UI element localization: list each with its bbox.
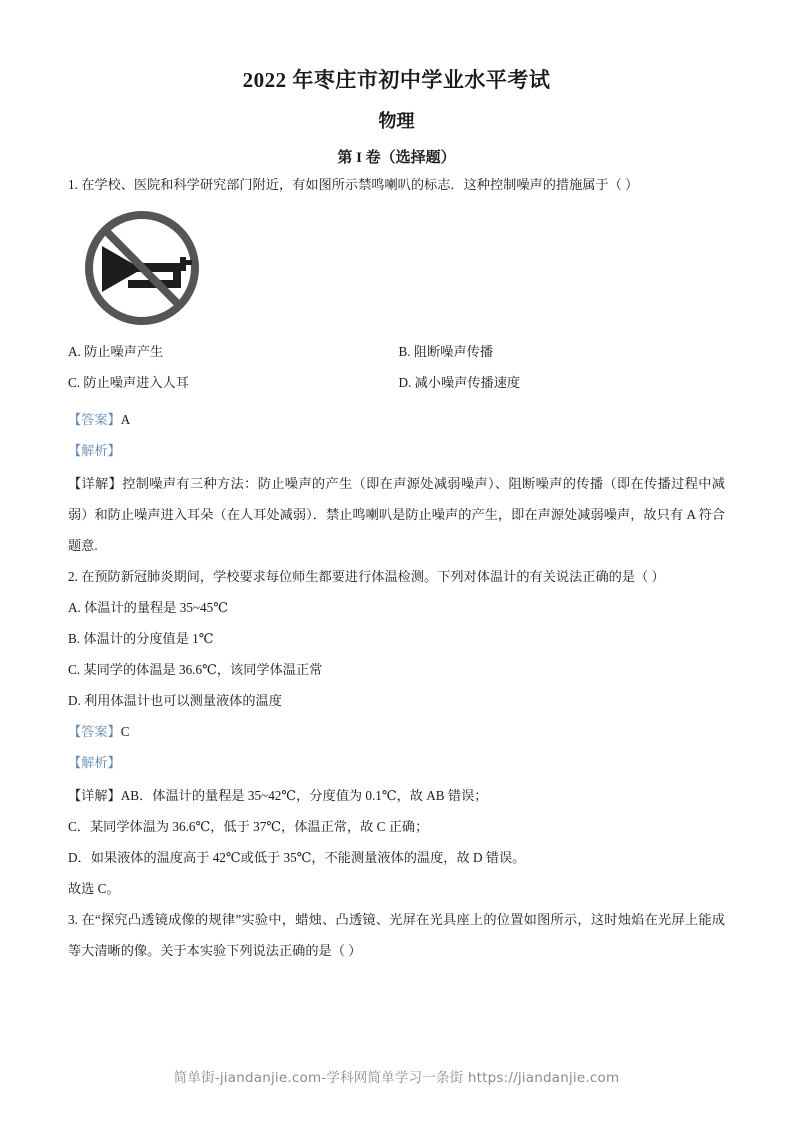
question-1-answer	[68, 404, 725, 435]
question-2-stem: 2. 在预防新冠肺炎期间，学校要求每位师生都要进行体温检测。下列对体温计的有关说法正确的是（ ）	[68, 568, 665, 584]
question-2-answer	[68, 716, 725, 747]
answer-value: C	[120, 723, 130, 739]
detail-body-1: AB．体温计的量程是 35~42℃，分度值为 0.1℃，故 AB 错误；	[120, 787, 488, 803]
subject-title: 物理	[378, 111, 415, 132]
question-1-option-d[interactable]: D. 减小噪声传播速度	[398, 374, 521, 390]
question-1-option-b[interactable]: B. 阻断噪声传播	[398, 343, 494, 359]
detail-label: 【详解】	[68, 475, 123, 491]
question-3	[68, 904, 725, 966]
question-1-detail	[68, 468, 725, 561]
question-1-stem: 1. 在学校、医院和科学研究部门附近，有如图所示禁鸣喇叭的标志．这种控制噪声的措施属于（ ）	[68, 176, 639, 192]
question-2-option-b[interactable]: B. 体温计的分度值是 1℃	[68, 630, 214, 646]
question-2-detail-line-2: C．某同学体温为 36.6℃，低于 37℃，体温正常，故 C 正确；	[68, 818, 429, 834]
footer-watermark: 简单街-jiandanjie.com-学科网简单学习一条街 https://jiandanjie.com	[173, 1070, 620, 1086]
page-title: 2022 年枣庄市初中学业水平考试	[242, 68, 551, 92]
document-content	[68, 0, 725, 966]
question-2-detail-line-1	[68, 780, 725, 811]
question-2-option-c[interactable]: C. 某同学的体温是 36.6℃，该同学体温正常	[68, 661, 323, 677]
question-2-detail-line-4: 故选 C。	[68, 880, 120, 896]
question-2-detail-line-3: D．如果液体的温度高于 42℃或低于 35℃，不能测量液体的温度，故 D 错误。	[68, 849, 526, 865]
question-1-analysis-label: 【解析】	[68, 442, 121, 458]
question-1-option-c[interactable]: C. 防止噪声进入人耳	[68, 374, 189, 390]
answer-label: 【答案】	[68, 411, 121, 427]
detail-label: 【详解】	[68, 787, 121, 803]
question-3-stem: 3. 在“探究凸透镜成像的规律”实验中，蜡烛、凸透镜、光屏在光具座上的位置如图所示，这时烛焰在光屏上能成等大清晰的像。关于本实验下列说法正确的是（ ）	[68, 911, 725, 958]
question-1-option-a[interactable]: A. 防止噪声产生	[68, 343, 164, 359]
question-2-option-a[interactable]: A. 体温计的量程是 35~45℃	[68, 599, 228, 615]
question-2-analysis-label: 【解析】	[68, 754, 121, 770]
answer-value: A	[120, 411, 131, 427]
question-2	[68, 561, 725, 904]
question-1-options-row-2	[68, 367, 725, 398]
no-horn-sign-icon	[80, 208, 206, 330]
question-2-option-d[interactable]: D. 利用体温计也可以测量液体的温度	[68, 692, 282, 708]
answer-label: 【答案】	[68, 723, 121, 739]
question-1-options-row-1	[68, 336, 725, 367]
detail-body: 控制噪声有三种方法：防止噪声的产生（即在声源处减弱噪声）、阻断噪声的传播（即在传播过程中减弱）和防止噪声进入耳朵（在人耳处减弱）．禁止鸣喇叭是防止噪声的产生，即在声源处减弱噪声，故只有 A 符合题意.	[68, 475, 725, 553]
section-heading: 第 I 卷（选择题）	[337, 149, 456, 166]
question-1	[68, 169, 725, 561]
question-1-figure	[68, 200, 725, 336]
